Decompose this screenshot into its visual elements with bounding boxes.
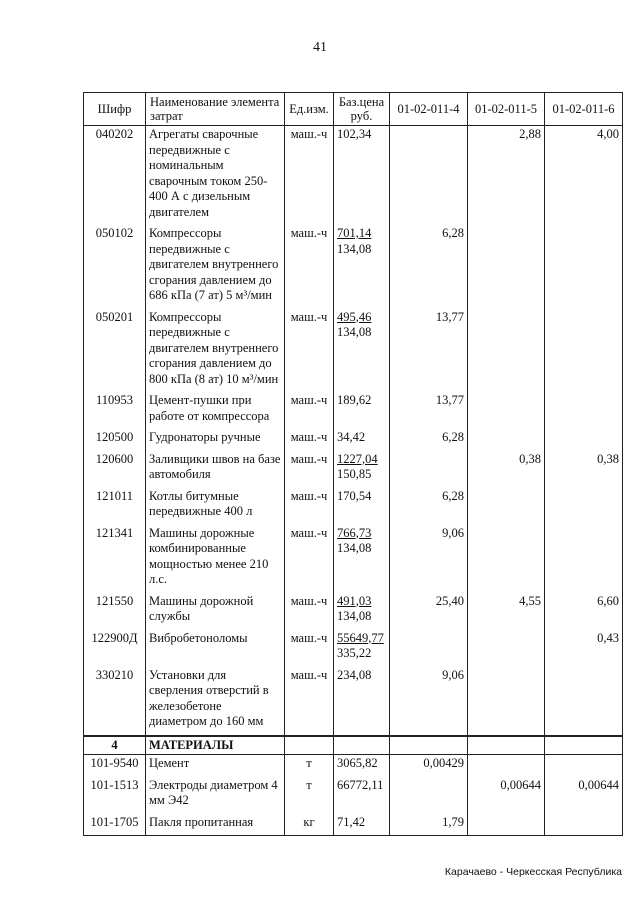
cell-price	[334, 126, 390, 226]
cell-name: Компрессоры передвижные с двигателем внутреннего сгорания давлением до 686 кПа (7 ат) 5 м³/мин	[146, 225, 285, 309]
header-name: Наименование элемента затрат	[146, 93, 285, 126]
header-unit: Ед.изм.	[285, 93, 334, 126]
cell-unit: т	[285, 777, 334, 814]
cell-col2: 0,00644	[468, 777, 545, 814]
cell-name: Цемент-пушки при работе от компрессора	[146, 392, 285, 429]
table-row	[84, 667, 623, 736]
cell-name: Пакля пропитанная	[146, 814, 285, 836]
price-value: 170,54	[337, 488, 372, 503]
price-value: 1227,04	[337, 451, 378, 466]
cell-code: 122900Д	[84, 630, 146, 667]
cell-col2	[468, 755, 545, 777]
cell-name: Гудронаторы ручные	[146, 429, 285, 451]
cell-price	[334, 630, 390, 667]
cell-col2: 4,55	[468, 593, 545, 630]
cell-name: Установки для сверления отверстий в железобетоне диаметром до 160 мм	[146, 667, 285, 736]
cell-col2	[468, 488, 545, 525]
cell-code: 110953	[84, 392, 146, 429]
price-value: 66772,11	[337, 777, 384, 792]
cell-col2	[468, 225, 545, 309]
cell-empty	[285, 736, 334, 755]
cell-col1	[390, 126, 468, 226]
table-row	[84, 777, 623, 814]
cell-code: 040202	[84, 126, 146, 226]
cell-name: Агрегаты сварочные передвижные с номинальным сварочным током 250-400 А с дизельным двигателем	[146, 126, 285, 226]
cell-col3	[545, 755, 623, 777]
cell-col2	[468, 667, 545, 736]
cell-code: 101-1705	[84, 814, 146, 836]
price-wage-value: 150,85	[337, 467, 372, 481]
cell-price	[334, 525, 390, 593]
table-row	[84, 126, 623, 226]
cell-col1	[390, 451, 468, 488]
table-row	[84, 392, 623, 429]
cell-col1: 6,28	[390, 225, 468, 309]
cell-col3: 0,38	[545, 451, 623, 488]
cell-code: 101-1513	[84, 777, 146, 814]
cell-code: 121341	[84, 525, 146, 593]
table-row	[84, 429, 623, 451]
cell-col1: 13,77	[390, 392, 468, 429]
cell-name: Котлы битумные передвижные 400 л	[146, 488, 285, 525]
cell-empty	[334, 736, 390, 755]
cell-col1: 25,40	[390, 593, 468, 630]
header-code: Шифр	[84, 93, 146, 126]
table-row	[84, 630, 623, 667]
cell-price	[334, 429, 390, 451]
cell-col3: 0,43	[545, 630, 623, 667]
cell-empty	[545, 736, 623, 755]
price-wage-value: 134,08	[337, 609, 372, 623]
cell-col1: 6,28	[390, 488, 468, 525]
cell-code: 101-9540	[84, 755, 146, 777]
cell-unit: кг	[285, 814, 334, 836]
cell-unit: маш.-ч	[285, 309, 334, 393]
price-value: 71,42	[337, 814, 366, 829]
price-value: 189,62	[337, 393, 372, 407]
cell-col3: 0,00644	[545, 777, 623, 814]
cell-code: 330210	[84, 667, 146, 736]
page-number: 41	[313, 40, 327, 55]
cell-col2	[468, 814, 545, 836]
footer-region: Карачаево - Черкесская Республика	[444, 866, 622, 878]
price-value: 495,46	[337, 309, 372, 324]
price-wage-value: 134,08	[337, 541, 372, 555]
header-col2: 01-02-011-5	[468, 93, 545, 126]
cell-price	[334, 814, 390, 836]
cell-col2: 2,88	[468, 126, 545, 226]
table-row	[84, 451, 623, 488]
cell-unit: маш.-ч	[285, 593, 334, 630]
table-row	[84, 593, 623, 630]
price-value: 701,14	[337, 226, 372, 240]
cell-price	[334, 755, 390, 777]
cell-code: 120500	[84, 429, 146, 451]
cell-col1: 0,00429	[390, 755, 468, 777]
cell-unit: маш.-ч	[285, 451, 334, 488]
cell-price	[334, 392, 390, 429]
cell-col1: 6,28	[390, 429, 468, 451]
cell-col2: 0,38	[468, 451, 545, 488]
cell-code: 121550	[84, 593, 146, 630]
cell-unit: маш.-ч	[285, 225, 334, 309]
cell-col1: 1,79	[390, 814, 468, 836]
header-price: Баз.цена руб.	[334, 93, 390, 126]
header-col3: 01-02-011-6	[545, 93, 623, 126]
cell-unit: маш.-ч	[285, 630, 334, 667]
cell-col3: 6,60	[545, 593, 623, 630]
price-wage-value: 134,08	[337, 325, 372, 339]
table-row	[84, 225, 623, 309]
resource-table	[83, 92, 623, 836]
cell-unit: т	[285, 755, 334, 777]
section-row	[84, 736, 623, 755]
cell-code: 120600	[84, 451, 146, 488]
cell-col1	[390, 630, 468, 667]
cell-unit: маш.-ч	[285, 429, 334, 451]
price-wage-value: 335,22	[337, 646, 372, 660]
cell-col3	[545, 525, 623, 593]
cell-price	[334, 777, 390, 814]
cell-col1: 9,06	[390, 525, 468, 593]
table-body	[84, 126, 623, 836]
cell-price	[334, 593, 390, 630]
cell-col3	[545, 392, 623, 429]
cell-empty	[468, 736, 545, 755]
price-value: 55649,77	[337, 630, 384, 645]
cell-col2	[468, 525, 545, 593]
cell-unit: маш.-ч	[285, 667, 334, 736]
table-row	[84, 814, 623, 836]
cell-col3	[545, 667, 623, 736]
cell-name: Машины дорожные комбинированные мощностью менее 210 л.с.	[146, 525, 285, 593]
table-row	[84, 488, 623, 525]
cell-col2	[468, 392, 545, 429]
cell-name: Машины дорожной службы	[146, 593, 285, 630]
cell-name: Заливщики швов на базе автомобиля	[146, 451, 285, 488]
price-value: 102,34	[337, 127, 372, 141]
table-row	[84, 309, 623, 393]
table-header-row	[84, 93, 623, 126]
section-title: МАТЕРИАЛЫ	[146, 736, 285, 755]
table-row	[84, 525, 623, 593]
cell-col2	[468, 630, 545, 667]
price-value: 234,08	[337, 667, 372, 682]
cell-col3: 4,00	[545, 126, 623, 226]
cell-name: Вибробетоноломы	[146, 630, 285, 667]
cell-col3	[545, 814, 623, 836]
price-value: 766,73	[337, 525, 372, 540]
cell-col1: 13,77	[390, 309, 468, 393]
cell-col3	[545, 309, 623, 393]
cell-col1: 9,06	[390, 667, 468, 736]
cell-price	[334, 309, 390, 393]
cell-unit: маш.-ч	[285, 392, 334, 429]
cell-empty	[390, 736, 468, 755]
cell-unit: маш.-ч	[285, 488, 334, 525]
cell-col2	[468, 309, 545, 393]
price-value: 34,42	[337, 430, 366, 444]
cell-price	[334, 667, 390, 736]
cell-col3	[545, 429, 623, 451]
price-wage-value: 134,08	[337, 241, 372, 256]
cell-col3	[545, 225, 623, 309]
cell-price	[334, 225, 390, 309]
cell-col1	[390, 777, 468, 814]
cell-unit: маш.-ч	[285, 126, 334, 226]
price-value: 3065,82	[337, 756, 378, 770]
cell-unit: маш.-ч	[285, 525, 334, 593]
cell-code: 050201	[84, 309, 146, 393]
cell-code: 121011	[84, 488, 146, 525]
section-number: 4	[84, 736, 146, 755]
cell-name: Компрессоры передвижные с двигателем внутреннего сгорания давлением до 800 кПа (8 ат) 10 м³/мин	[146, 309, 285, 393]
header-col1: 01-02-011-4	[390, 93, 468, 126]
table-row	[84, 755, 623, 777]
cell-col3	[545, 488, 623, 525]
cell-col2	[468, 429, 545, 451]
cell-price	[334, 488, 390, 525]
cell-name: Цемент	[146, 755, 285, 777]
cell-code: 050102	[84, 225, 146, 309]
price-value: 491,03	[337, 593, 372, 608]
cell-price	[334, 451, 390, 488]
cell-name: Электроды диаметром 4 мм Э42	[146, 777, 285, 814]
